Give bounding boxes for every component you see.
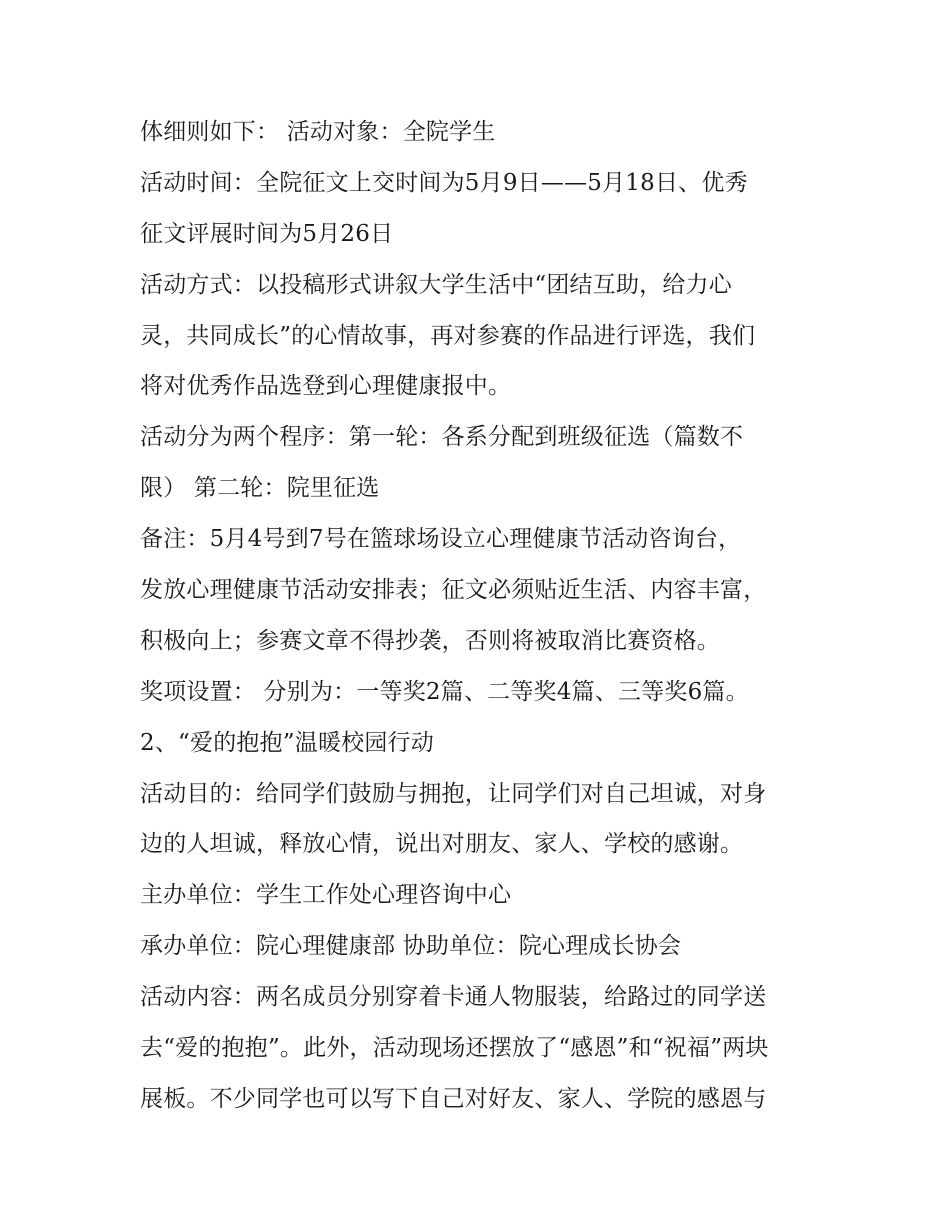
text-line: 发放心理健康节活动安排表；征文必须贴近生活、内容丰富， — [140, 577, 767, 604]
text-line: 限） 第二轮：院里征选 — [140, 475, 380, 502]
text-line: 活动内容：两名成员分别穿着卡通人物服装，给路过的同学送 — [140, 984, 767, 1011]
text-line: 活动方式：以投稿形式讲叙大学生活中“团结互助，给力心 — [140, 271, 732, 298]
document-body — [140, 107, 830, 1125]
text-line: 边的人坦诚，释放心情，说出对朋友、家人、学校的感谢。 — [140, 831, 744, 858]
text-line: 承办单位：院心理健康部 协助单位：院心理成长协会 — [140, 933, 682, 960]
section-heading: 2、“爱的抱抱”温暖校园行动 — [140, 729, 434, 756]
text-line: 将对优秀作品选登到心理健康报中。 — [140, 373, 512, 400]
text-line: 去“爱的抱抱”。此外，活动现场还摆放了“感恩”和“祝福”两块 — [140, 1035, 769, 1062]
text-line: 备注：5月4号到7号在篮球场设立心理健康节活动咨询台， — [140, 526, 742, 553]
text-line: 灵，共同成长”的心情故事，再对参赛的作品进行评选，我们 — [140, 322, 756, 349]
text-line: 积极向上；参赛文章不得抄袭，否则将被取消比赛资格。 — [140, 627, 720, 654]
text-line: 体细则如下： 活动对象：全院学生 — [140, 119, 496, 145]
text-line: 活动目的：给同学们鼓励与拥抱，让同学们对自己坦诚，对身 — [140, 780, 767, 807]
text-line: 奖项设置： 分别为：一等奖2篇、二等奖4篇、三等奖6篇。 — [140, 678, 749, 705]
text-line: 活动分为两个程序：第一轮：各系分配到班级征选（篇数不 — [140, 424, 744, 451]
text-line: 活动时间：全院征文上交时间为5月9日——5月18日、优秀 — [140, 169, 748, 196]
text-line: 征文评展时间为5月26日 — [140, 220, 394, 247]
text-line: 展板。不少同学也可以写下自己对好友、家人、学院的感恩与 — [140, 1085, 767, 1112]
text-line: 主办单位：学生工作处心理咨询中心 — [140, 882, 512, 909]
